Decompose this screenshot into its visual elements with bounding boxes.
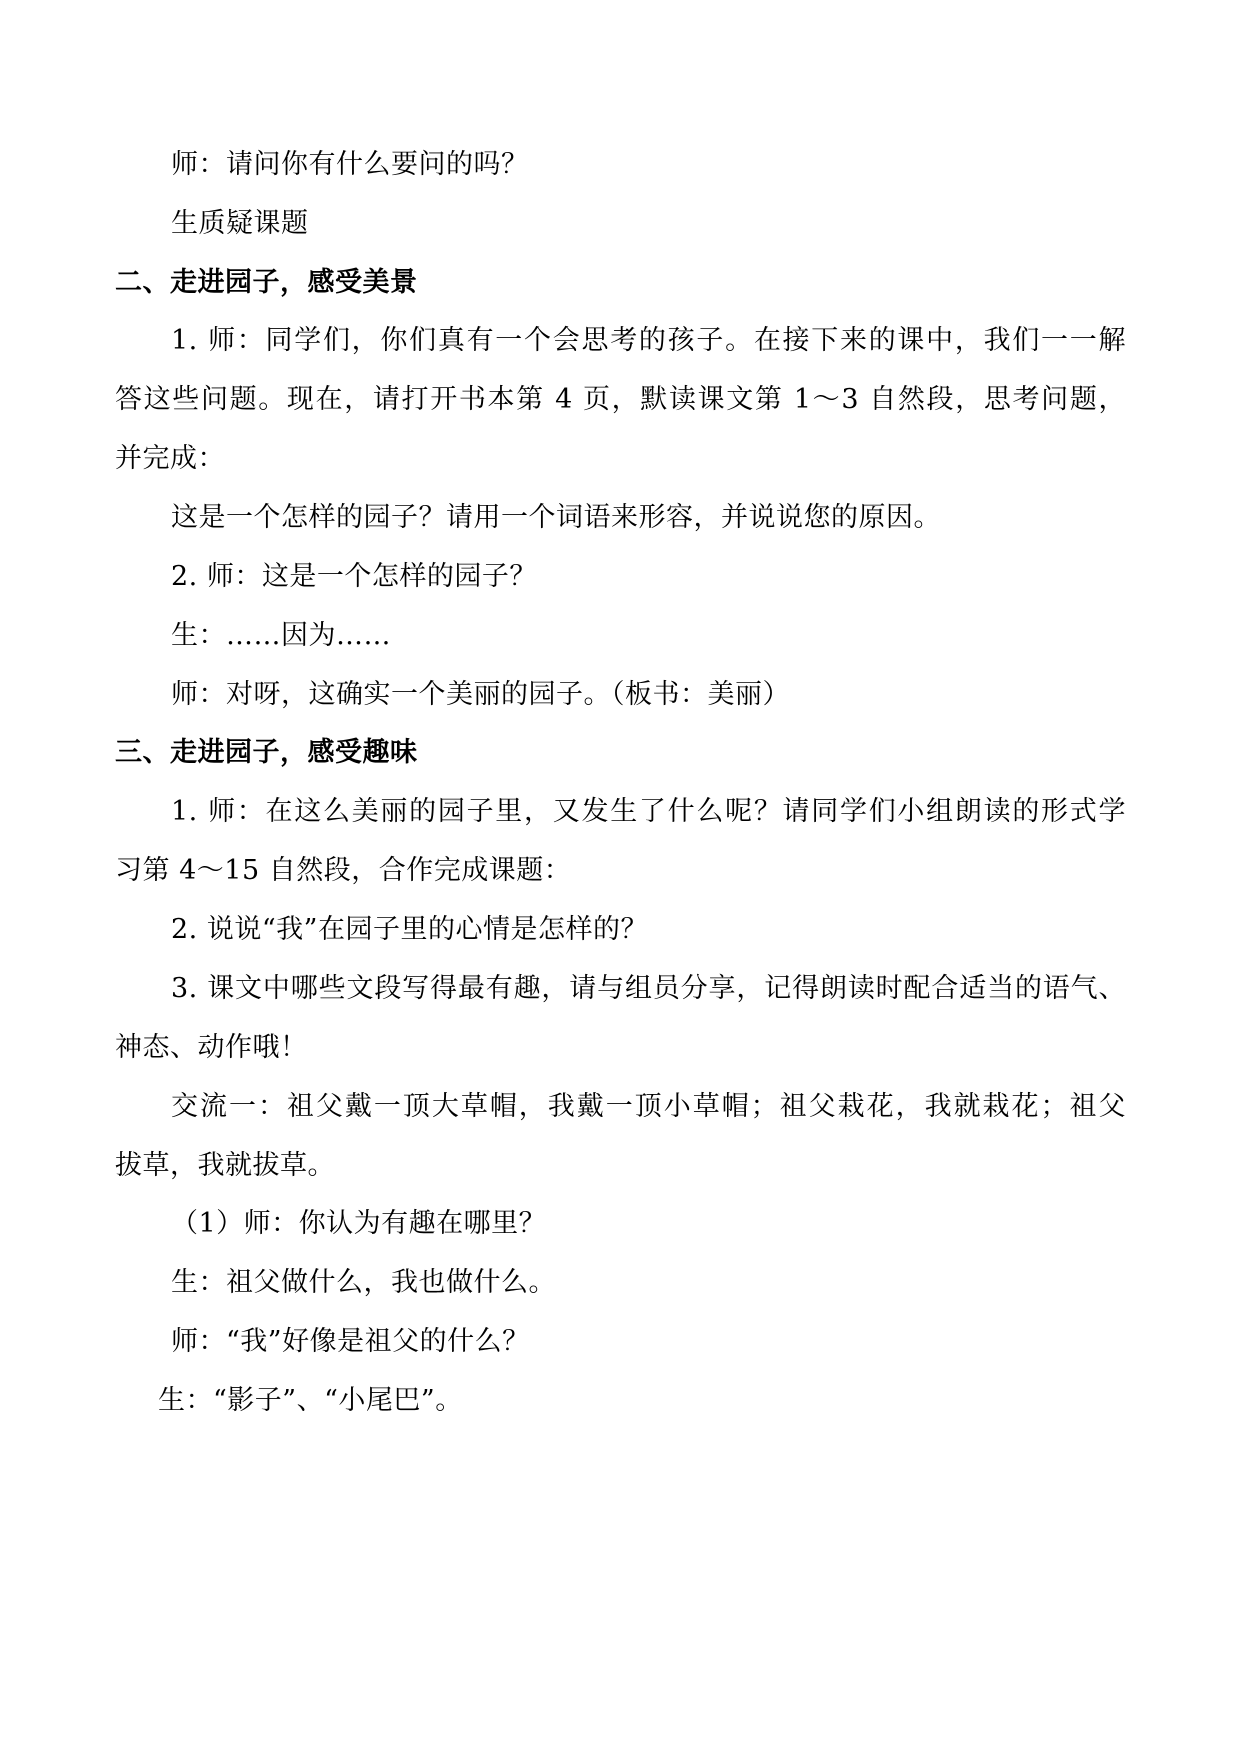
- section-heading: 三、走进园子，感受趣味: [115, 737, 418, 768]
- paragraph-line: 师：对呀，这确实一个美丽的园子。（板书：美丽）: [171, 679, 790, 710]
- paragraph-line: 1. 师：在这么美丽的园子里，又发生了什么呢？请同学们小组朗读的形式学: [171, 796, 1126, 827]
- paragraph-line: 3. 课文中哪些文段写得最有趣，请与组员分享，记得朗读时配合适当的语气、: [171, 973, 1126, 1004]
- paragraph-line: 生：“影子”、“小尾巴”。: [158, 1385, 463, 1416]
- paragraph-line: 并完成：: [115, 443, 225, 474]
- paragraph-line: 师：请问你有什么要问的吗？: [171, 149, 529, 180]
- section-heading: 二、走进园子，感受美景: [115, 267, 418, 298]
- paragraph-line: 2. 说说“我”在园子里的心情是怎样的？: [171, 914, 648, 945]
- paragraph-line: 2. 师：这是一个怎样的园子？: [171, 561, 537, 592]
- paragraph-line: 生：祖父做什么，我也做什么。: [171, 1267, 556, 1298]
- paragraph-line: 拔草，我就拔草。: [115, 1150, 335, 1181]
- paragraph-line: 师：“我”好像是祖父的什么？: [171, 1326, 530, 1357]
- paragraph-line: 这是一个怎样的园子？请用一个词语来形容，并说说您的原因。: [171, 502, 941, 533]
- paragraph-line: 生质疑课题: [171, 208, 309, 239]
- paragraph-line: （1）师：你认为有趣在哪里？: [171, 1208, 547, 1239]
- paragraph-line: 生：……因为……: [171, 620, 391, 651]
- paragraph-line: 习第 4～15 自然段，合作完成课题：: [115, 855, 572, 886]
- paragraph-line: 答这些问题。现在，请打开书本第 4 页，默读课文第 1～3 自然段，思考问题，: [115, 384, 1126, 415]
- paragraph-line: 交流一：祖父戴一顶大草帽，我戴一顶小草帽；祖父栽花，我就栽花；祖父: [171, 1091, 1126, 1122]
- paragraph-line: 1. 师：同学们，你们真有一个会思考的孩子。在接下来的课中，我们一一解: [171, 325, 1126, 356]
- paragraph-line: 神态、动作哦！: [115, 1032, 308, 1063]
